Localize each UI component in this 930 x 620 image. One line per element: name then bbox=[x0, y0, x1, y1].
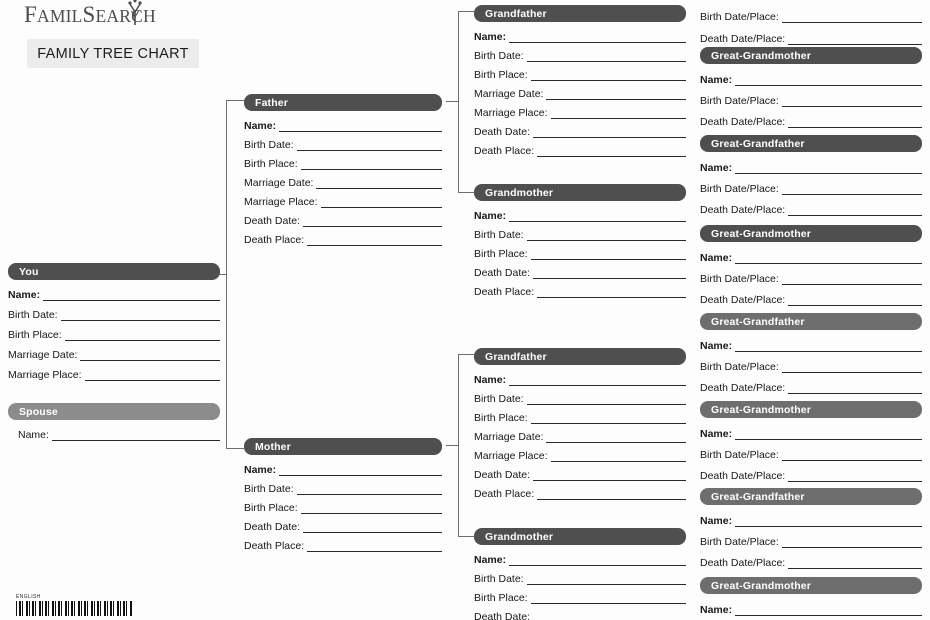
gmp-birth-date-label: Birth Date: bbox=[474, 229, 524, 241]
ggp4-birth-value[interactable] bbox=[782, 274, 922, 285]
gmp-death-date-label: Death Date: bbox=[474, 267, 531, 279]
ggp4-death-value[interactable] bbox=[788, 295, 922, 306]
you-marriage-place-field[interactable] bbox=[8, 369, 220, 381]
card-great-grandmother-6-header bbox=[700, 401, 922, 418]
card-mother-header bbox=[244, 438, 442, 455]
father-death-date-label: Death Date: bbox=[244, 215, 301, 227]
ggp6-name-field[interactable] bbox=[700, 428, 922, 440]
card-great-grandmother-2[interactable] bbox=[700, 47, 922, 128]
ggp7-birth-value[interactable] bbox=[782, 537, 922, 548]
you-marriage-place-value[interactable] bbox=[85, 370, 220, 381]
you-marriage-date-field[interactable] bbox=[8, 349, 220, 361]
ggp8-name-label: Name: bbox=[700, 604, 733, 616]
ggp5-birth-label: Birth Date/Place: bbox=[700, 361, 779, 373]
card-great-grandfather-5[interactable] bbox=[700, 313, 922, 394]
card-grandfather-maternal-title: Grandfather bbox=[485, 350, 547, 363]
card-great-grandfather-5-header bbox=[700, 313, 922, 330]
gmp-name-label: Name: bbox=[474, 210, 507, 222]
father-name-value[interactable] bbox=[279, 121, 442, 132]
card-grandmother-maternal-header bbox=[474, 528, 686, 545]
gfm-death-place-label: Death Place: bbox=[474, 488, 535, 500]
mother-birth-place-value[interactable] bbox=[301, 503, 442, 514]
father-birth-place-label: Birth Place: bbox=[244, 158, 298, 170]
mother-death-date-label: Death Date: bbox=[244, 521, 301, 533]
gmm-birth-place-value[interactable] bbox=[531, 593, 686, 604]
spouse-name-label: Name: bbox=[18, 429, 49, 441]
gfm-marriage-date-field[interactable] bbox=[474, 431, 686, 443]
card-grandfather-paternal[interactable] bbox=[474, 5, 686, 157]
ggp2-name-label: Name: bbox=[700, 74, 733, 86]
card-mother[interactable] bbox=[244, 438, 442, 552]
connector-father-horizontal bbox=[226, 100, 244, 101]
ggp4-birth-field[interactable] bbox=[700, 273, 922, 285]
card-grandfather-paternal-header bbox=[474, 5, 686, 22]
ggp1-death-field[interactable] bbox=[700, 33, 922, 45]
gfm-name-label: Name: bbox=[474, 374, 507, 386]
gmm-name-label: Name: bbox=[474, 554, 507, 566]
ggp4-death-field[interactable] bbox=[700, 294, 922, 306]
brand-f: F bbox=[24, 2, 37, 27]
ggp5-name-value[interactable] bbox=[735, 341, 922, 352]
card-spouse[interactable] bbox=[8, 403, 220, 441]
card-great-grandmother-8-title: Great-Grandmother bbox=[711, 579, 811, 592]
father-marriage-date-label: Marriage Date: bbox=[244, 177, 314, 189]
card-great-grandfather-3[interactable] bbox=[700, 135, 922, 216]
ggp5-death-label: Death Date/Place: bbox=[700, 382, 786, 394]
you-birth-place-value[interactable] bbox=[65, 330, 220, 341]
spouse-name-field[interactable] bbox=[8, 429, 220, 441]
ggp2-death-value[interactable] bbox=[788, 117, 922, 128]
ggp4-death-label: Death Date/Place: bbox=[700, 294, 786, 306]
card-spouse-title: Spouse bbox=[19, 405, 58, 418]
mother-birth-place-field[interactable] bbox=[244, 502, 442, 514]
card-grandfather-maternal-header bbox=[474, 348, 686, 365]
ggp6-death-value[interactable] bbox=[788, 471, 922, 482]
card-great-grandmother-6-title: Great-Grandmother bbox=[711, 403, 811, 416]
gfm-death-date-value[interactable] bbox=[533, 470, 686, 481]
gfm-name-field[interactable] bbox=[474, 374, 686, 386]
you-marriage-place-label: Marriage Place: bbox=[8, 369, 82, 381]
ggp3-name-value[interactable] bbox=[735, 163, 922, 174]
gfp-marriage-place-label: Marriage Place: bbox=[474, 107, 548, 119]
gfp-birth-date-value[interactable] bbox=[527, 51, 686, 62]
ggp7-death-value[interactable] bbox=[788, 558, 922, 569]
brand-earch: EARCH bbox=[95, 6, 156, 26]
father-name-label: Name: bbox=[244, 120, 277, 132]
card-grandmother-paternal-header bbox=[474, 184, 686, 201]
mother-death-place-value[interactable] bbox=[307, 541, 442, 552]
gfp-marriage-date-label: Marriage Date: bbox=[474, 88, 544, 100]
ggp1-birth-value[interactable] bbox=[782, 12, 922, 23]
connector-mother-horizontal bbox=[226, 448, 244, 449]
gfm-death-place-value[interactable] bbox=[537, 489, 686, 500]
card-grandmother-paternal-title: Grandmother bbox=[485, 186, 554, 199]
ggp7-death-field[interactable] bbox=[700, 557, 922, 569]
ggp7-name-value[interactable] bbox=[735, 516, 922, 527]
ggp5-birth-field[interactable] bbox=[700, 361, 922, 373]
gmp-birth-place-field[interactable] bbox=[474, 248, 686, 260]
connector-mother-stub bbox=[446, 445, 459, 446]
ggp3-death-label: Death Date/Place: bbox=[700, 204, 786, 216]
gmp-birth-place-value[interactable] bbox=[531, 249, 686, 260]
gfp-name-field[interactable] bbox=[474, 31, 686, 43]
ggp6-birth-label: Birth Date/Place: bbox=[700, 449, 779, 461]
footer-language: ENGLISH bbox=[16, 594, 41, 600]
card-great-grandmother-2-header bbox=[700, 47, 922, 64]
card-father[interactable] bbox=[244, 94, 442, 246]
ggp3-birth-value[interactable] bbox=[782, 184, 922, 195]
gfp-death-place-field[interactable] bbox=[474, 145, 686, 157]
gmm-death-date-value[interactable] bbox=[533, 612, 686, 620]
gmm-name-value[interactable] bbox=[509, 555, 686, 566]
father-birth-place-field[interactable] bbox=[244, 158, 442, 170]
you-name-label: Name: bbox=[8, 289, 41, 301]
you-birth-place-field[interactable] bbox=[8, 329, 220, 341]
connector-grandmother-p-horizontal bbox=[458, 192, 474, 193]
mother-birth-place-label: Birth Place: bbox=[244, 502, 298, 514]
ggp1-birth-field[interactable] bbox=[700, 11, 922, 23]
card-grandmother-maternal-title: Grandmother bbox=[485, 530, 554, 543]
gmp-birth-place-label: Birth Place: bbox=[474, 248, 528, 260]
gfp-birth-date-field[interactable] bbox=[474, 50, 686, 62]
father-death-date-field[interactable] bbox=[244, 215, 442, 227]
gfm-marriage-date-value[interactable] bbox=[546, 432, 686, 443]
ggp6-birth-field[interactable] bbox=[700, 449, 922, 461]
ggp3-death-field[interactable] bbox=[700, 204, 922, 216]
gfm-death-date-label: Death Date: bbox=[474, 469, 531, 481]
father-name-field[interactable] bbox=[244, 120, 442, 132]
you-name-field[interactable] bbox=[8, 289, 220, 301]
ggp1-birth-label: Birth Date/Place: bbox=[700, 11, 779, 23]
mother-death-place-label: Death Place: bbox=[244, 540, 305, 552]
father-birth-date-label: Birth Date: bbox=[244, 139, 294, 151]
gfm-birth-place-label: Birth Place: bbox=[474, 412, 528, 424]
card-great-grandfather-3-header bbox=[700, 135, 922, 152]
father-birth-place-value[interactable] bbox=[301, 159, 442, 170]
you-birth-date-field[interactable] bbox=[8, 309, 220, 321]
ggp6-name-value[interactable] bbox=[735, 429, 922, 440]
father-marriage-place-field[interactable] bbox=[244, 196, 442, 208]
familysearch-logo bbox=[24, 0, 224, 26]
gmm-death-date-field[interactable] bbox=[474, 611, 686, 620]
connector-father-grandparents-vertical bbox=[458, 11, 459, 193]
mother-name-label: Name: bbox=[244, 464, 277, 476]
gfp-birth-place-field[interactable] bbox=[474, 69, 686, 81]
father-marriage-date-value[interactable] bbox=[316, 178, 442, 189]
gmp-death-date-value[interactable] bbox=[533, 268, 686, 279]
card-grandmother-maternal[interactable] bbox=[474, 528, 686, 620]
mother-death-date-value[interactable] bbox=[303, 522, 442, 533]
gfm-death-date-field[interactable] bbox=[474, 469, 686, 481]
gfm-name-value[interactable] bbox=[509, 375, 686, 386]
father-death-place-label: Death Place: bbox=[244, 234, 305, 246]
you-birth-place-label: Birth Place: bbox=[8, 329, 62, 341]
father-death-place-value[interactable] bbox=[307, 235, 442, 246]
card-great-grandmother-2-title: Great-Grandmother bbox=[711, 49, 811, 62]
card-great-grandfather-7-header bbox=[700, 488, 922, 505]
gfp-marriage-place-field[interactable] bbox=[474, 107, 686, 119]
page-title bbox=[27, 39, 199, 68]
gmp-death-place-label: Death Place: bbox=[474, 286, 535, 298]
father-death-place-field[interactable] bbox=[244, 234, 442, 246]
gfp-death-place-value[interactable] bbox=[537, 146, 686, 157]
gfm-birth-date-value[interactable] bbox=[527, 394, 686, 405]
mother-birth-date-field[interactable] bbox=[244, 483, 442, 495]
ggp2-birth-label: Birth Date/Place: bbox=[700, 95, 779, 107]
mother-birth-date-value[interactable] bbox=[297, 484, 442, 495]
card-great-grandfather-1[interactable] bbox=[700, 0, 922, 45]
ggp5-death-field[interactable] bbox=[700, 382, 922, 394]
ggp3-birth-field[interactable] bbox=[700, 183, 922, 195]
you-birth-date-value[interactable] bbox=[61, 310, 220, 321]
card-you-header bbox=[8, 263, 220, 280]
gfp-marriage-place-value[interactable] bbox=[551, 108, 686, 119]
gfm-marriage-place-field[interactable] bbox=[474, 450, 686, 462]
gfp-death-date-value[interactable] bbox=[533, 127, 686, 138]
mother-name-value[interactable] bbox=[279, 465, 442, 476]
card-grandfather-maternal[interactable] bbox=[474, 348, 686, 500]
ggp6-birth-value[interactable] bbox=[782, 450, 922, 461]
ggp4-name-value[interactable] bbox=[735, 253, 922, 264]
ggp3-name-field[interactable] bbox=[700, 162, 922, 174]
gfm-marriage-date-label: Marriage Date: bbox=[474, 431, 544, 443]
ggp2-death-field[interactable] bbox=[700, 116, 922, 128]
ggp7-name-label: Name: bbox=[700, 515, 733, 527]
card-great-grandmother-6[interactable] bbox=[700, 401, 922, 482]
gmm-birth-date-field[interactable] bbox=[474, 573, 686, 585]
gfm-birth-place-field[interactable] bbox=[474, 412, 686, 424]
ggp6-death-field[interactable] bbox=[700, 470, 922, 482]
ggp2-birth-field[interactable] bbox=[700, 95, 922, 107]
card-great-grandmother-4-header bbox=[700, 225, 922, 242]
gmm-death-date-label: Death Date: bbox=[474, 611, 531, 620]
connector-grandfather-p-horizontal bbox=[458, 11, 474, 12]
ggp3-death-value[interactable] bbox=[788, 205, 922, 216]
gfm-marriage-place-label: Marriage Place: bbox=[474, 450, 548, 462]
gfm-birth-date-label: Birth Date: bbox=[474, 393, 524, 405]
gmp-name-field[interactable] bbox=[474, 210, 686, 222]
brand-amily: AMIL bbox=[37, 6, 83, 26]
card-mother-title: Mother bbox=[255, 440, 291, 453]
gfp-name-label: Name: bbox=[474, 31, 507, 43]
gmp-name-value[interactable] bbox=[509, 211, 686, 222]
ggp6-name-label: Name: bbox=[700, 428, 733, 440]
gfm-birth-date-field[interactable] bbox=[474, 393, 686, 405]
gfp-birth-place-value[interactable] bbox=[531, 70, 686, 81]
you-name-value[interactable] bbox=[43, 290, 220, 301]
ggp2-name-value[interactable] bbox=[735, 75, 922, 86]
ggp3-birth-label: Birth Date/Place: bbox=[700, 183, 779, 195]
ggp2-name-field[interactable] bbox=[700, 74, 922, 86]
father-birth-date-value[interactable] bbox=[297, 140, 442, 151]
ggp7-birth-field[interactable] bbox=[700, 536, 922, 548]
you-marriage-date-value[interactable] bbox=[80, 350, 220, 361]
card-great-grandmother-4[interactable] bbox=[700, 225, 922, 306]
family-tree-glyph-icon bbox=[128, 0, 142, 25]
ggp1-death-value[interactable] bbox=[788, 34, 922, 45]
gfp-marriage-date-value[interactable] bbox=[546, 89, 686, 100]
ggp2-birth-value[interactable] bbox=[782, 96, 922, 107]
card-great-grandfather-5-title: Great-Grandfather bbox=[711, 315, 805, 328]
gfm-birth-place-value[interactable] bbox=[531, 413, 686, 424]
gfp-name-value[interactable] bbox=[509, 32, 686, 43]
father-birth-date-field[interactable] bbox=[244, 139, 442, 151]
card-spouse-header bbox=[8, 403, 220, 420]
mother-death-place-field[interactable] bbox=[244, 540, 442, 552]
card-great-grandmother-8[interactable] bbox=[700, 577, 922, 616]
mother-death-date-field[interactable] bbox=[244, 521, 442, 533]
barcode-icon bbox=[16, 601, 132, 616]
father-marriage-place-label: Marriage Place: bbox=[244, 196, 318, 208]
card-great-grandfather-7[interactable] bbox=[700, 488, 922, 569]
gmm-birth-date-label: Birth Date: bbox=[474, 573, 524, 585]
ggp6-death-label: Death Date/Place: bbox=[700, 470, 786, 482]
spouse-name-value[interactable] bbox=[52, 430, 220, 441]
gmm-name-field[interactable] bbox=[474, 554, 686, 566]
you-marriage-date-label: Marriage Date: bbox=[8, 349, 78, 361]
gfm-death-place-field[interactable] bbox=[474, 488, 686, 500]
card-grandfather-paternal-title: Grandfather bbox=[485, 7, 547, 20]
card-father-header bbox=[244, 94, 442, 111]
ggp5-death-value[interactable] bbox=[788, 383, 922, 394]
gmm-birth-date-value[interactable] bbox=[527, 574, 686, 585]
gfp-marriage-date-field[interactable] bbox=[474, 88, 686, 100]
gmp-death-date-field[interactable] bbox=[474, 267, 686, 279]
card-great-grandfather-7-title: Great-Grandfather bbox=[711, 490, 805, 503]
gmm-birth-place-label: Birth Place: bbox=[474, 592, 528, 604]
ggp5-birth-value[interactable] bbox=[782, 362, 922, 373]
card-great-grandfather-3-title: Great-Grandfather bbox=[711, 137, 805, 150]
ggp7-name-field[interactable] bbox=[700, 515, 922, 527]
ggp3-name-label: Name: bbox=[700, 162, 733, 174]
gfp-birth-date-label: Birth Date: bbox=[474, 50, 524, 62]
father-marriage-date-field[interactable] bbox=[244, 177, 442, 189]
mother-name-field[interactable] bbox=[244, 464, 442, 476]
gmp-birth-date-value[interactable] bbox=[527, 230, 686, 241]
connector-father-stub bbox=[446, 101, 459, 102]
gfp-death-date-label: Death Date: bbox=[474, 126, 531, 138]
gmp-death-place-value[interactable] bbox=[537, 287, 686, 298]
ggp8-name-field[interactable] bbox=[700, 604, 922, 616]
footer bbox=[16, 594, 146, 616]
card-great-grandmother-8-header bbox=[700, 577, 922, 594]
ggp7-death-label: Death Date/Place: bbox=[700, 557, 786, 569]
ggp2-death-label: Death Date/Place: bbox=[700, 116, 786, 128]
father-marriage-place-value[interactable] bbox=[321, 197, 442, 208]
father-death-date-value[interactable] bbox=[303, 216, 442, 227]
brand-s: S bbox=[82, 2, 96, 27]
card-great-grandmother-4-title: Great-Grandmother bbox=[711, 227, 811, 240]
ggp5-name-label: Name: bbox=[700, 340, 733, 352]
connector-grandfather-m-horizontal bbox=[458, 354, 474, 355]
connector-grandmother-m-horizontal bbox=[458, 536, 474, 537]
gmp-death-place-field[interactable] bbox=[474, 286, 686, 298]
gfm-marriage-place-value[interactable] bbox=[551, 451, 686, 462]
ggp4-name-field[interactable] bbox=[700, 252, 922, 264]
gfp-birth-place-label: Birth Place: bbox=[474, 69, 528, 81]
card-grandmother-paternal[interactable] bbox=[474, 184, 686, 298]
ggp7-birth-label: Birth Date/Place: bbox=[700, 536, 779, 548]
ggp5-name-field[interactable] bbox=[700, 340, 922, 352]
you-birth-date-label: Birth Date: bbox=[8, 309, 58, 321]
card-you[interactable] bbox=[8, 263, 220, 381]
page-title-text: FAMILY TREE CHART bbox=[37, 45, 189, 62]
ggp1-death-label: Death Date/Place: bbox=[700, 33, 786, 45]
ggp4-name-label: Name: bbox=[700, 252, 733, 264]
gmp-birth-date-field[interactable] bbox=[474, 229, 686, 241]
ggp8-name-value[interactable] bbox=[735, 605, 922, 616]
mother-birth-date-label: Birth Date: bbox=[244, 483, 294, 495]
gfp-death-date-field[interactable] bbox=[474, 126, 686, 138]
gmm-birth-place-field[interactable] bbox=[474, 592, 686, 604]
card-father-title: Father bbox=[255, 96, 288, 109]
ggp4-birth-label: Birth Date/Place: bbox=[700, 273, 779, 285]
card-you-title: You bbox=[19, 265, 39, 278]
gfp-death-place-label: Death Place: bbox=[474, 145, 535, 157]
